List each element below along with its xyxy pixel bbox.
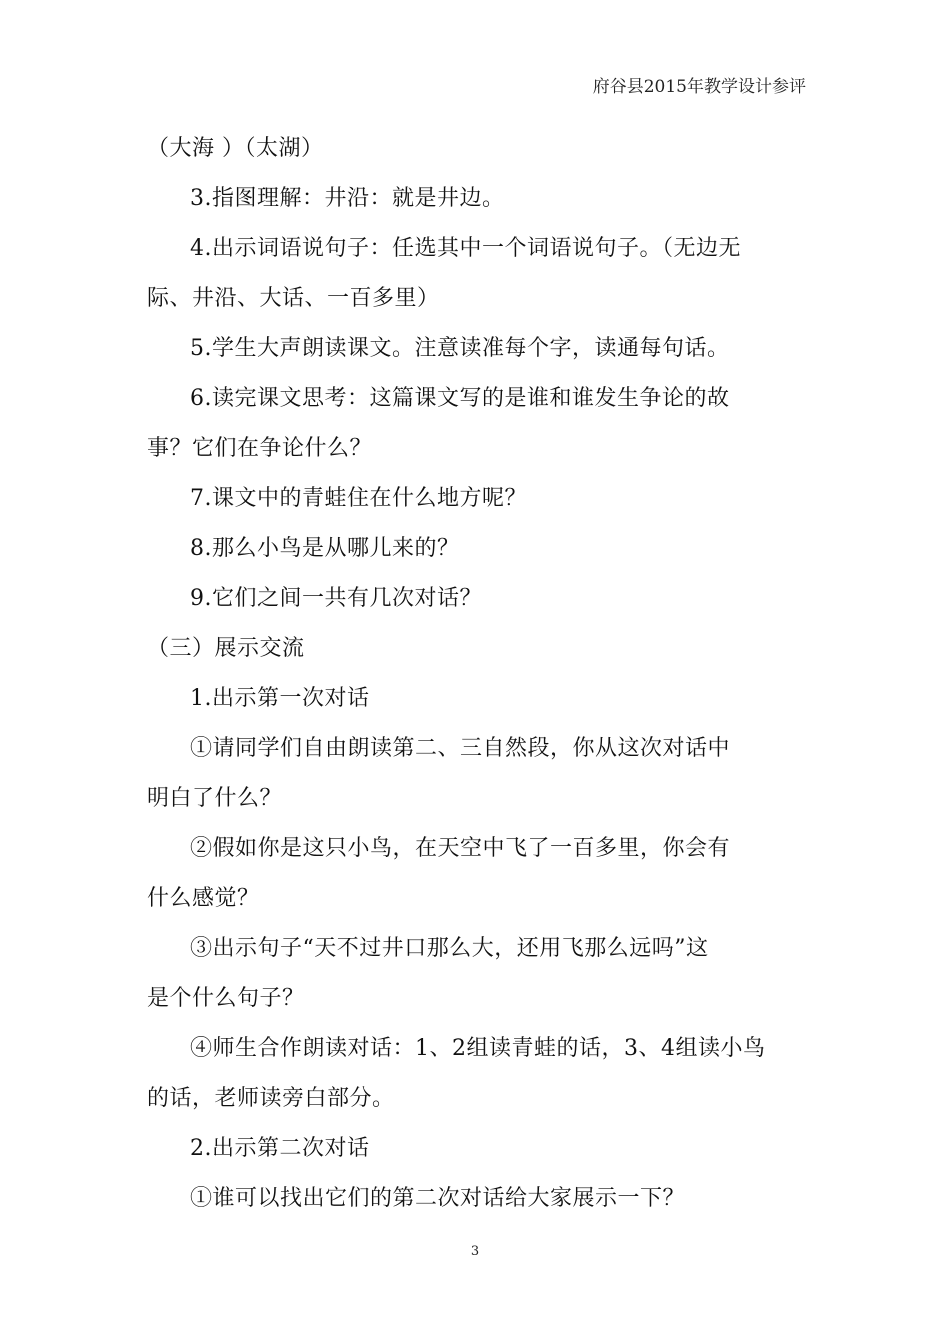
text-line-10: 9.它们之间一共有几次对话？ — [190, 586, 482, 611]
page-number: 3 — [470, 1244, 480, 1259]
text-line-4: 际、井沿、大话、一百多里） — [147, 286, 440, 311]
text-line-20: 的话，老师读旁白部分。 — [147, 1086, 395, 1111]
text-line-13: ①请同学们自由朗读第二、三自然段，你从这次对话中 — [190, 736, 731, 761]
text-line-2: 3.指图理解：井沿：就是井边。 — [190, 186, 505, 211]
text-line-18: 是个什么句子？ — [147, 986, 305, 1011]
text-line-15: ②假如你是这只小鸟，在天空中飞了一百多里，你会有 — [190, 836, 731, 861]
section-heading: （三）展示交流 — [147, 636, 305, 661]
text-line-19: ④师生合作朗读对话：1、2组读青蛙的话，3、4组读小鸟 — [190, 1036, 766, 1061]
text-line-3: 4.出示词语说句子：任选其中一个词语说句子。（无边无 — [190, 236, 741, 261]
text-line-7: 事？它们在争论什么？ — [147, 436, 373, 461]
text-line-1: （大海 ）（太湖） — [147, 136, 324, 161]
text-line-8: 7.课文中的青蛙住在什么地方呢？ — [190, 486, 527, 511]
text-line-22: ①谁可以找出它们的第二次对话给大家展示一下？ — [190, 1186, 686, 1211]
text-line-16: 什么感觉？ — [147, 886, 260, 911]
text-line-17: ③出示句子“天不过井口那么大，还用飞那么远吗”这 — [190, 936, 709, 961]
text-line-21: 2.出示第二次对话 — [190, 1136, 370, 1161]
page-header: 府谷县2015年教学设计参评 — [592, 77, 806, 97]
text-line-9: 8.那么小鸟是从哪儿来的？ — [190, 536, 460, 561]
text-line-5: 5.学生大声朗读课文。注意读准每个字，读通每句话。 — [190, 336, 730, 361]
text-line-12: 1.出示第一次对话 — [190, 686, 370, 711]
text-line-14: 明白了什么？ — [147, 786, 283, 811]
text-line-6: 6.读完课文思考：这篇课文写的是谁和谁发生争论的故 — [190, 386, 730, 411]
